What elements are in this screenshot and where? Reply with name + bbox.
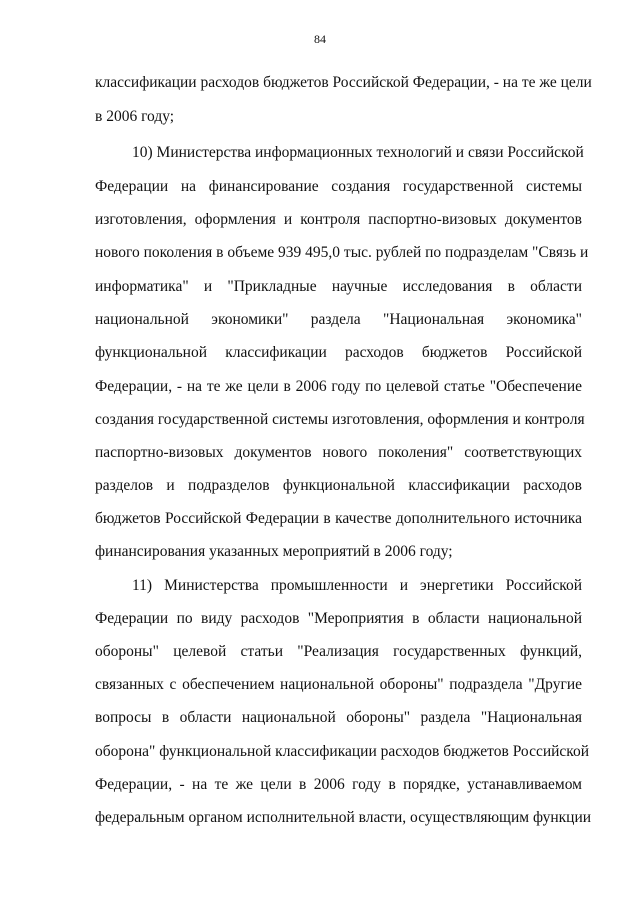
text-line: Федерации, - на те же цели в 2006 году в порядке, устанавливаемом (95, 776, 582, 793)
text-line: Федерации по виду расходов "Мероприятия в области национальной (95, 610, 582, 627)
text-line: изготовления, оформления и контроля паспортно-визовых документов (95, 211, 582, 228)
text-line: 10) Министерства информационных технологий и связи Российской (132, 144, 584, 161)
text-line: классификации расходов бюджетов Российской Федерации, - на те же цели (95, 74, 592, 91)
text-line: информатика" и "Прикладные научные исследования в области (95, 278, 582, 295)
text-line: федеральным органом исполнительной власти, осуществляющим функции (95, 809, 592, 826)
text-line: Федерации на финансирование создания государственной системы (95, 178, 582, 195)
text-line: Федерации, - на те же цели в 2006 году по целевой статье "Обеспечение (95, 378, 582, 395)
text-line: обороны" целевой статьи "Реализация государственных функций, (95, 643, 582, 660)
text-line: создания государственной системы изготовления, оформления и контроля (95, 411, 585, 428)
text-line: оборона" функциональной классификации расходов бюджетов Российской (95, 743, 590, 760)
text-line: 11) Министерства промышленности и энергетики Российской (132, 577, 582, 594)
text-line: разделов и подразделов функциональной классификации расходов (95, 477, 582, 494)
text-line: связанных с обеспечением национальной обороны" подраздела "Другие (95, 676, 582, 693)
text-line: вопросы в области национальной обороны" раздела "Национальная (95, 709, 582, 726)
text-line: бюджетов Российской Федерации в качестве дополнительного источника (95, 510, 582, 527)
text-line: нового поколения в объеме 939 495,0 тыс. рублей по подразделам "Связь и (95, 244, 589, 261)
text-line: функциональной классификации расходов бюджетов Российской (95, 344, 582, 361)
page-number: 84 (314, 32, 326, 46)
text-line: в 2006 году; (95, 108, 175, 125)
text-line: национальной экономики" раздела "Национальная экономика" (95, 311, 582, 328)
text-line: финансирования указанных мероприятий в 2006 году; (95, 543, 453, 560)
text-line: паспортно-визовых документов нового поколения" соответствующих (95, 444, 582, 461)
